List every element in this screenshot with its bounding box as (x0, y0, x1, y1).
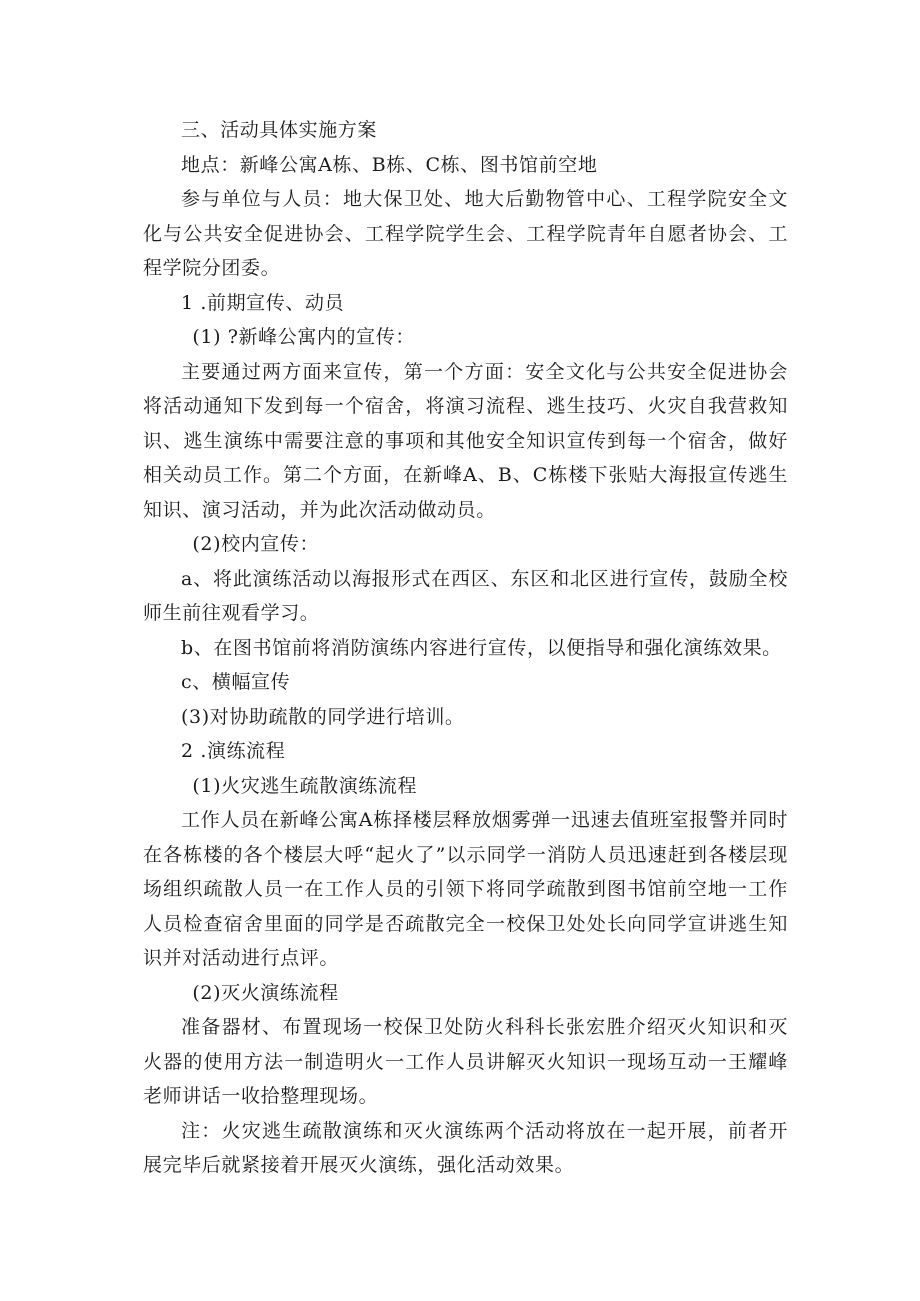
location-line: 地点：新峰公寓A栋、B栋、C栋、图书馆前空地 (181, 153, 598, 176)
document-body (143, 113, 788, 1183)
participants-paragraph: 参与单位与人员：地大保卫处、地大后勤物管中心、工程学院安全文化与公共安全促进协会、工程学院学生会、工程学院青年自愿者协会、工程学院分团委。 (143, 188, 788, 279)
firefighting-drill-paragraph: 准备器材、布置现场一校保卫处防火科科长张宏胜介绍灭火知识和灭火器的使用方法一制造明火一工作人员讲解灭火知识一现场互动一王耀峰老师讲话一收拾整理现场。 (143, 1016, 788, 1107)
subsection-heading-publicity: 1 .前期宣传、动员 (181, 291, 345, 314)
subsection-heading-drill-process: 2 .演练流程 (181, 740, 286, 762)
item-training: (3)对协助疏散的同学进行培训。 (181, 705, 465, 728)
item-heading-firefighting-drill: (2)灭火演练流程 (192, 981, 339, 1004)
campus-publicity-item-b: b、在图书馆前将消防演练内容进行宣传，以便指导和强化演练效果。 (181, 636, 782, 659)
item-heading-dorm-publicity: (1) ?新峰公寓内的宣传： (192, 326, 415, 348)
note-paragraph: 注：火灾逃生疏散演练和灭火演练两个活动将放在一起开展，前者开展完毕后就紧接着开展灭火演练，强化活动效果。 (143, 1119, 788, 1176)
campus-publicity-item-c: c、横幅宣传 (181, 671, 291, 693)
campus-publicity-item-a: a、将此演练活动以海报形式在西区、东区和北区进行宣传，鼓励全校师生前往观看学习。 (143, 567, 788, 624)
dorm-publicity-paragraph: 主要通过两方面来宣传，第一个方面：安全文化与公共安全促进协会将活动通知下发到每一个宿舍，将演习流程、逃生技巧、火灾自我营救知识、逃生演练中需要注意的事项和其他安全知识宣传到每一个宿舍，做好相关动员工作。第二个方面，在新峰A、B、C栋楼下张贴大海报宣传逃生知识、演习活动，并为此次活动做动员。 (143, 360, 788, 521)
evacuation-drill-paragraph: 工作人员在新峰公寓A栋择楼层释放烟雾弹一迅速去值班室报警并同时在各栋楼的各个楼层大呼“起火了”以示同学一消防人员迅速赶到各楼层现场组织疏散人员一在工作人员的引领下将同学疏散到图书馆前空地一工作人员检查宿舍里面的同学是否疏散完全一校保卫处处长向同学宣讲逃生知识并对活动进行点评。 (143, 809, 788, 969)
item-heading-campus-publicity: (2)校内宣传： (192, 533, 320, 555)
item-heading-evacuation-drill: (1)火灾逃生疏散演练流程 (192, 774, 418, 797)
section-heading: 三、活动具体实施方案 (181, 119, 378, 141)
